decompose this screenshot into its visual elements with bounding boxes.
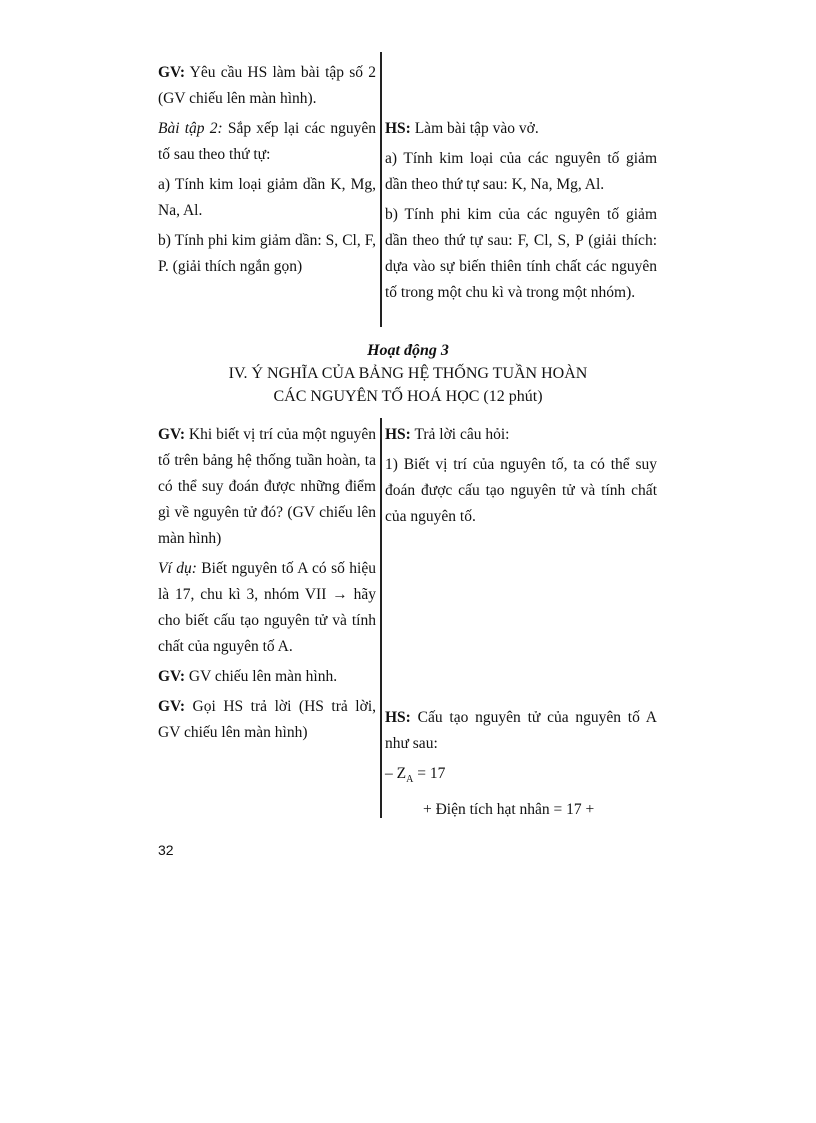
block2-left-column: [158, 422, 376, 750]
gv-call-paragraph: GV: Gọi HS trả lời (HS trả lời, GV chiếu lên màn hình): [158, 698, 376, 741]
exercise-item-a: a) Tính kim loại giảm dần K, Mg, Na, Al.: [158, 176, 376, 219]
gv-request-paragraph: GV: Yêu cầu HS làm bài tập số 2 (GV chiếu lên màn hình).: [158, 64, 376, 107]
gv-show-paragraph: GV: GV chiếu lên màn hình.: [158, 668, 338, 685]
answer-b: b) Tính phi kim của các nguyên tố giảm dần theo thứ tự sau: F, Cl, S, P (giải thích: dựa vào sự biến thiên tính chất các nguyên tố trong một chu kì và trong một nhóm).: [385, 206, 657, 301]
section-title-line2: CÁC NGUYÊN TỐ HOÁ HỌC (12 phút): [273, 388, 543, 405]
nuclear-charge-line: + Điện tích hạt nhân = 17 +: [423, 801, 595, 819]
column-divider-bottom: [380, 418, 382, 818]
answer-a: a) Tính kim loại của các nguyên tố giảm dần theo thứ tự sau: K, Na, Mg, Al.: [385, 150, 657, 193]
hs-structure-paragraph: HS: Cấu tạo nguyên tử của nguyên tố A như sau:: [385, 709, 657, 752]
hs-answer-paragraph: HS: Trả lời câu hỏi:: [385, 426, 510, 443]
activity-title: Hoạt động 3: [367, 342, 449, 359]
answer-1: 1) Biết vị trí của nguyên tố, ta có thể suy đoán được cấu tạo nguyên tử và tính chất của nguyên tố.: [385, 456, 657, 525]
hs-do-exercise-paragraph: HS: Làm bài tập vào vở.: [385, 120, 539, 137]
section-title-line1: IV. Ý NGHĨA CỦA BẢNG HỆ THỐNG TUẦN HOÀN: [228, 365, 588, 382]
section-heading: [158, 339, 658, 408]
block2-right-column: [385, 422, 657, 534]
example-paragraph: Ví dụ: Biết nguyên tố A có số hiệu là 17, chu kì 3, nhóm VII → hãy cho biết cấu tạo nguyên tử và tính chất của nguyên tố A.: [158, 560, 376, 655]
column-divider-top: [380, 52, 382, 327]
page-number: 32: [158, 842, 174, 858]
exercise-item-b: b) Tính phi kim giảm dần: S, Cl, F, P. (giải thích ngắn gọn): [158, 232, 376, 275]
block1-left-column: [158, 60, 376, 284]
exercise-2-paragraph: Bài tập 2: Sắp xếp lại các nguyên tố sau theo thứ tự:: [158, 120, 377, 163]
block2-right-structure: [385, 705, 657, 827]
gv-question-paragraph: GV: Khi biết vị trí của một nguyên tố trên bảng hệ thống tuần hoàn, ta có thể suy đoán được những điểm gì về nguyên tử đó? (GV chiếu lên màn hình): [158, 426, 376, 547]
atomic-number-line: – $Z_A = 17$: [385, 765, 446, 786]
block1-right-column: [385, 116, 657, 310]
